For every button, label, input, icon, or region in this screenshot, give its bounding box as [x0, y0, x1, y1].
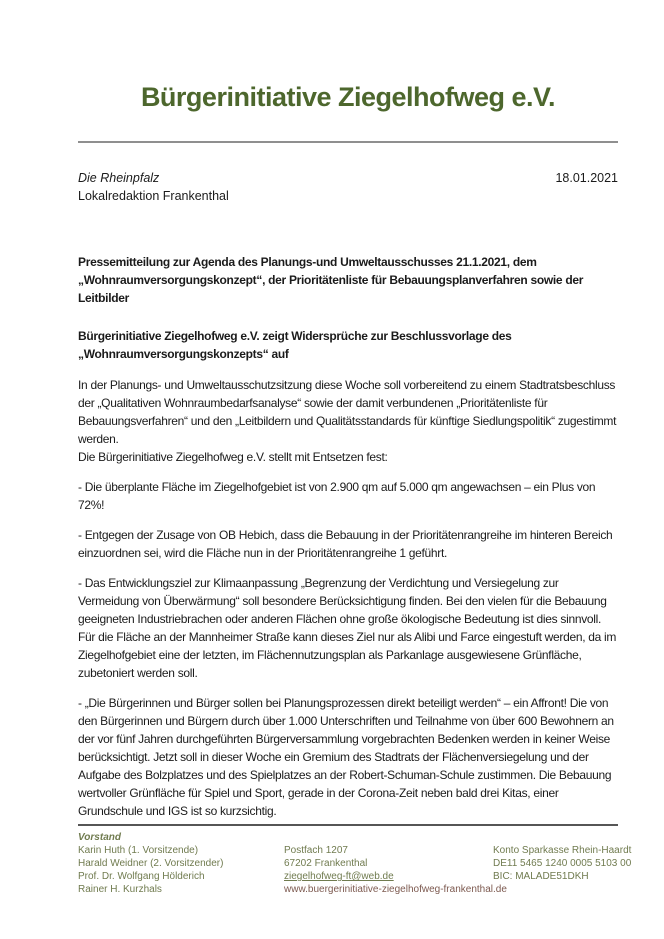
recipient-row [78, 169, 618, 187]
footer-spacer [284, 831, 493, 844]
vorstand-label: Vorstand [78, 832, 121, 843]
board-member: Rainer H. Kurzhals [78, 884, 162, 895]
recipient-name: Die Rheinpfalz [78, 171, 160, 185]
bank-iban: DE11 5465 1240 0005 5103 00 [493, 858, 632, 869]
footer-contact-column [284, 831, 507, 896]
document-content [78, 0, 618, 820]
footer-divider [78, 824, 618, 826]
bullet-point-1: - Die überplante Fläche im Ziegelhofgebiet ist von 2.900 qm auf 5.000 qm angewachsen – ein Plus von 72%! [78, 480, 596, 512]
footer-spacer [493, 831, 631, 844]
board-member: Prof. Dr. Wolfgang Hölderich [78, 871, 205, 882]
board-member: Karin Huth (1. Vorsitzende) [78, 845, 199, 856]
header-divider [78, 141, 618, 143]
bank-name: Konto Sparkasse Rhein-Haardt [493, 845, 632, 856]
body-text [78, 376, 618, 820]
footer-columns [78, 831, 632, 896]
intro-followup-line: Die Bürgerinitiative Ziegelhofweg e.V. stellt mit Entsetzen fest: [78, 450, 388, 464]
email-link[interactable]: ziegelhofweg-ft@web.de [284, 871, 394, 882]
board-member: Harald Weidner (2. Vorsitzender) [78, 858, 224, 869]
page-title: Bürgerinitiative Ziegelhofweg e.V. [140, 82, 556, 112]
recipient-department: Lokalredaktion Frankenthal [78, 189, 229, 203]
postal-city: 67202 Frankenthal [284, 858, 368, 869]
bank-bic: BIC: MALADE51DKH [493, 871, 589, 882]
footer-bank-column [493, 831, 631, 896]
website-link[interactable]: www.buergerinitiative-ziegelhofweg-frankenthal.de [284, 884, 507, 895]
bullet-point-3: - Das Entwicklungsziel zur Klimaanpassung „Begrenzung der Verdichtung und Versiegelung zur Vermeidung von Überwärmung“ soll besondere Berücksichtigung finden. Bei den vielen für die Bebauung geeigneten Industriebrachen oder anderen Flächen ohne große ökologische Bedeutung ist dies sinnvoll. Für die Fläche an der Mannheimer Straße kann dieses Ziel nur als Alibi und Farce eingestuft werden, da im Ziegelhofgebiet eine der letzten, im Flächennutzungsplan als Parkanlage ausgewiesene Grünfläche, zubetoniert werden soll. [78, 576, 617, 680]
postal-box: Postfach 1207 [284, 845, 348, 856]
intro-paragraph: In der Planungs- und Umweltausschutzsitzung diese Woche soll vorbereitend zu einem Stadtratsbeschluss der „Qualitativen Wohnraumbedarfsanalyse“ sowie der damit verbundenen „Prioritätenliste für Bebauungsverfahren“ und den „Leitbildern und Qualitätsstandards für künftige Siedlungspolitik“ zugestimmt werden. [78, 378, 617, 446]
bullet-point-2: - Entgegen der Zusage von OB Hebich, dass die Bebauung in der Prioritätenrangreihe im hinteren Bereich einzuordnen sei, wird die Fläche nun in der Prioritätenrangreihe 1 geführt. [78, 528, 613, 560]
footer-board-column [78, 831, 284, 896]
press-release-subheadline: Bürgerinitiative Ziegelhofweg e.V. zeigt Widersprüche zur Beschlussvorlage des „Wohnraumversorgungskonzepts“ auf [78, 329, 512, 361]
bullet-point-4: - „Die Bürgerinnen und Bürger sollen bei Planungsprozessen direkt beteiligt werden“ – ein Affront! Die von den Bürgerinnen und Bürgern durch über 1.000 Unterschriften und Teilnahme von über 600 Bewohnern an der vor fünf Jahren durchgeführten Bürgerversammlung vorgebrachten Bedenken werden in keiner Weise berücksichtigt. Jetzt soll in dieser Woche ein Gremium des Stadtrats der Flächenversiegelung und der Aufgabe des Bolzplatzes und des Spielplatzes an der Robert-Schuman-Schule zustimmen. Die Bebauung wertvoller Grünfläche für Spiel und Sport, gerade in der Corona-Zeit neben bald drei Kitas, einer Grundschule und IGS ist so kurzsichtig. [78, 696, 614, 818]
letter-footer [78, 824, 632, 896]
press-release-headline: Pressemitteilung zur Agenda des Planungs-und Umweltausschusses 21.1.2021, dem „Wohnraumversorgungskonzept“, der Prioritätenliste für Bebauungsplanverfahren sowie der Leitbilder [78, 255, 584, 305]
document-date: 18.01.2021 [555, 171, 618, 185]
